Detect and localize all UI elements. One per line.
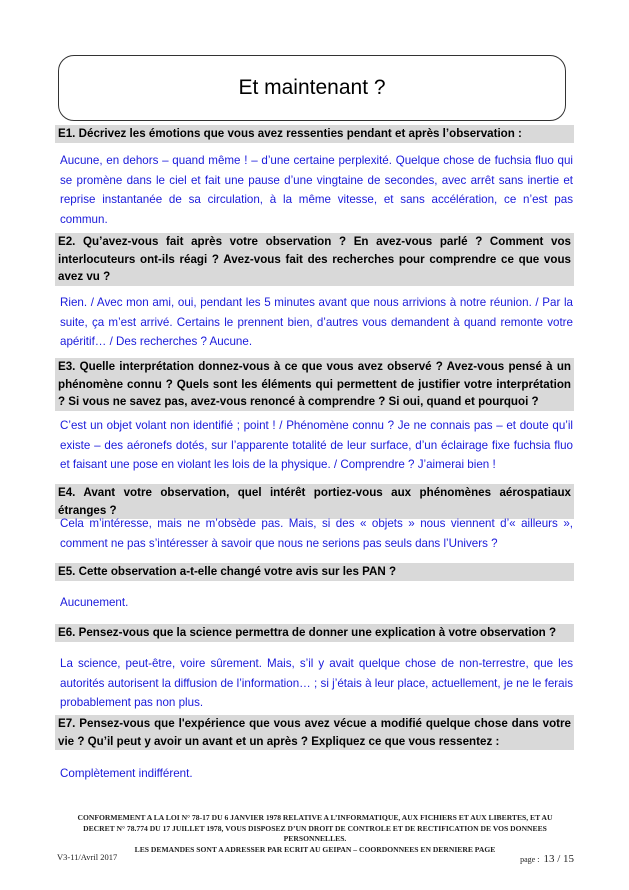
question-e7: E7. Pensez-vous que l'expérience que vous avez vécue a modifié quelque chose dans votre vie ? Qu’il peut y avoir un avant et un après ? Expliquez ce que vous ressentez : <box>55 715 574 750</box>
page-title: Et maintenant ? <box>238 76 386 99</box>
question-e2: E2. Qu’avez-vous fait après votre observation ? En avez-vous parlé ? Comment vos interlocuteurs ont-ils réagi ? Avez-vous fait des recherches pour comprendre ce que vous avez vu ? <box>55 233 574 286</box>
answer-e5: Aucunement. <box>60 596 129 609</box>
question-e1: E1. Décrivez les émotions que vous avez ressenties pendant et après l’observation : <box>55 125 574 143</box>
page-number: 13 / 15 <box>543 853 574 865</box>
question-e6: E6. Pensez-vous que la science permettra de donner une explication à votre observation ? <box>55 624 574 642</box>
answer-e4: Cela m’intéresse, mais ne m’obsède pas. Mais, si des « objets » nous viennent d’« ailleurs », comment ne pas s’intéresser à savoir que nous ne serions pas seuls dans l’Univers ? <box>60 517 573 550</box>
version-label: V3-11/Avril 2017 <box>57 852 118 862</box>
question-e5: E5. Cette observation a-t-elle changé votre avis sur les PAN ? <box>55 563 574 581</box>
page-indicator <box>520 849 574 867</box>
page-label: page : <box>520 855 540 864</box>
answer-e7: Complètement indifférent. <box>60 767 193 780</box>
answer-e3: C’est un objet volant non identifié ; point ! / Phénomène connu ? Je ne connais pas – et doute qu’il existe – des aéronefs dotés, sur l’apparente totalité de leur surface, d’un éclairage fixe fuchsia fluo et faisant une pose en violant les lois de la physique. / Comprendre ? J’aimerai bien ! <box>60 419 573 471</box>
title-box <box>58 55 566 121</box>
legal-notice: CONFORMEMENT A LA LOI N° 78-17 DU 6 JANVIER 1978 RELATIVE A L’INFORMATIQUE, AUX FICHIERS ET AUX LIBERTES, ET AU DECRET N° 78.774 DU 17 JUILLET 1978, VOUS DISPOSEZ D’UN DROIT DE CONTROLE ET DE RECTIFICATION DE VOS DONNEES PERSONNELLES. <box>77 813 553 843</box>
contact-notice: LES DEMANDES SONT A ADRESSER PAR ECRIT AU GEIPAN – COORDONNEES EN DERNIERE PAGE <box>134 844 496 854</box>
legal-footer <box>70 813 560 855</box>
question-e3: E3. Quelle interprétation donnez-vous à ce que vous avez observé ? Avez-vous pensé à un phénomène connu ? Quels sont les éléments qui permettent de justifier votre interprétation ? Si vous ne savez pas, avez-vous renoncé à comprendre ? Si oui, quand et pourquoi ? <box>55 358 574 411</box>
answer-e1: Aucune, en dehors – quand même ! – d’une certaine perplexité. Quelque chose de fuchsia fluo qui se promène dans le ciel et fait une pause d’une vingtaine de secondes, avec arrêt sans inertie et reprise instantanée de sa circulation, à la même vitesse, et sans accélération, ce n’est pas commun. <box>60 154 573 226</box>
answer-e2: Rien. / Avec mon ami, oui, pendant les 5 minutes avant que nous arrivions à notre réunion. / Par la suite, ça m’est arrivé. Certains le prennent bien, d’autres vous demandent à quand remonte votre apéritif… / Des recherches ? Aucune. <box>60 296 573 348</box>
answer-e6: La science, peut-être, voire sûrement. Mais, s’il y avait quelque chose de non-terrestre, que les autorités autorisent la diffusion de l’information… ; si j’étais à leur place, actuellement, je ne le ferais probablement pas non plus. <box>60 657 573 709</box>
question-e4: E4. Avant votre observation, quel intérêt portiez-vous aux phénomènes aérospatiaux étranges ? <box>55 484 574 519</box>
